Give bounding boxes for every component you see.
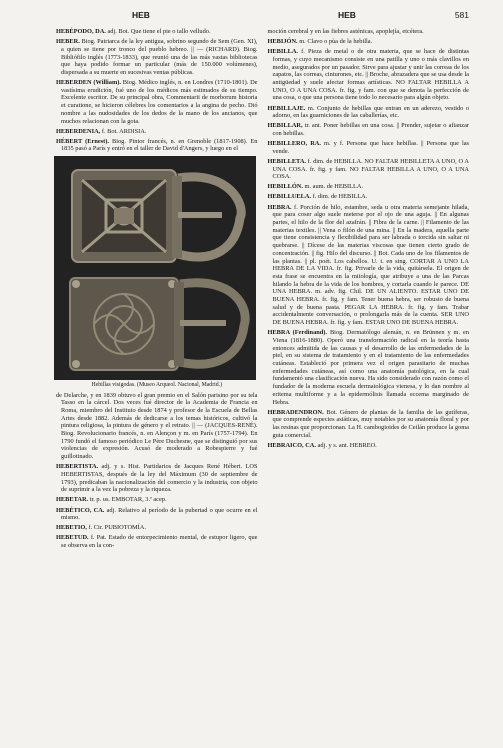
page-number: 581 xyxy=(454,10,469,20)
entry-headword: HEBRA (Ferdinand). xyxy=(267,329,328,337)
dictionary-entry xyxy=(56,524,258,532)
dictionary-entry xyxy=(56,463,258,494)
dictionary-entry xyxy=(56,507,258,522)
entry-headword: HEBIJÓN. xyxy=(267,38,298,46)
dictionary-entry xyxy=(268,48,470,102)
entry-definition: adj. Bot. Que tiene el pie o tallo velludo. xyxy=(107,28,211,35)
page-header xyxy=(56,10,469,24)
entry-definition: f. Bot. ARDISIA. xyxy=(101,127,147,135)
entry-definition: adj. y s. Hist. Partidarios de Jacques René Hébert. LOS HEBERTISTAS, después de la ley del Máximum (30 de septiembre de 1793), predicaban la nacionalización del comercio y la industria, con objeto de suprimir a la vez la pobreza y la riqueza. xyxy=(61,463,258,494)
dictionary-entry xyxy=(268,329,470,406)
entry-headword: HEBRA. xyxy=(267,203,292,211)
entry-definition: tr. p. us. EMBOTAR, 3.ª acep. xyxy=(89,496,167,504)
entry-definition: f. dim. de HEBILLA. NO FALTAR HEBILLETA A UNO, O A UNA COSA. fr. fig. y fam. NO FALTAR HEBILLA A UNO, O A UNA COSA. xyxy=(272,157,469,181)
dictionary-entry xyxy=(56,534,258,549)
right-entries xyxy=(268,28,470,450)
dictionary-entry xyxy=(268,28,470,36)
entry-headword: HEBRADENDRON. xyxy=(267,408,324,416)
dictionary-entry xyxy=(268,38,470,46)
dictionary-entry xyxy=(56,128,258,136)
entry-headword: HEBERTISTA. xyxy=(56,463,99,471)
entry-definition: Biog. Médico inglés, n. en Londres (1710-1801). De vastísima erudición, fué uno de los médicos más estimados de su tiempo. Excelente escritor. De su principal obra, Commentarii de morborum historia et curatione, se hicieron célebres los comentarios a la angina de pecho. Dió nombre a las nudosidades de los dedos de la mano de los ancianos, que muchos relacionan con la gota. xyxy=(61,79,258,125)
dictionary-entry xyxy=(268,409,470,440)
entry-definition: Biog. Patriarca de la ley antigua, sobrino segundo de Sem (Gen. XI), a quien se tiene por tronco del pueblo hebreo. || — (RICHARD). Biog. Bibliófilo inglés (1773-1833), que reunió una de las más vastas bibliotecas que haya podido formar un particular (más de 150.000 volúmenes), dispersada a su muerte en sucesivas ventas públicas. xyxy=(61,38,258,76)
left-column xyxy=(56,28,258,552)
entry-headword: HEBILLETA. xyxy=(267,157,306,165)
entry-headword: HEBERDENIA, xyxy=(56,127,101,135)
right-column xyxy=(268,28,470,552)
figure-caption: Hebillas visigodas. (Museo Arqueol. Nacional, Madrid.) xyxy=(91,381,223,388)
dictionary-entry xyxy=(268,122,470,137)
entry-definition: m. y f. Persona que hace hebillas. || Persona que las vende. xyxy=(272,140,469,155)
buckles-photo xyxy=(54,156,256,380)
dictionary-entry xyxy=(56,79,258,125)
left-entries-continued xyxy=(56,392,258,550)
entry-headword: HEBÉPODO, DA. xyxy=(56,28,106,35)
entry-definition: Biog. Pintor francés, n. en Grenoble (1817-1908). En 1835 pasó a París y entró en el taller de David d'Angers, y luego en el xyxy=(61,137,258,153)
entry-headword: HEBETAR. xyxy=(56,496,89,504)
dictionary-entry xyxy=(56,392,258,461)
entry-headword: HÉBERT (Ernest). xyxy=(56,137,109,145)
dictionary-entry xyxy=(56,28,258,36)
entry-headword: HEBÉTICO, CA. xyxy=(56,506,105,514)
entry-headword: HEBER. xyxy=(56,38,80,46)
entry-headword: HEBILLUELA. xyxy=(267,193,312,201)
dictionary-entry xyxy=(268,158,470,181)
header-left-guide: HEB xyxy=(132,10,150,20)
entry-headword: HEBILLA. xyxy=(267,48,298,56)
entry-definition: tr. ant. Poner hebillas en una cosa. || Prender, sujetar o afianzar con hebillas. xyxy=(272,122,470,137)
buckle-illustration xyxy=(54,156,256,380)
two-column-body xyxy=(56,28,469,552)
dictionary-entry xyxy=(268,442,470,450)
dictionary-entry xyxy=(268,193,470,201)
entry-headword: HEBETIO, xyxy=(56,524,87,532)
entry-headword: HEBILLÓN. xyxy=(267,183,303,191)
entry-definition: Biog. Dermatólogo alemán, n. en Brünnen y m. en Viena (1816-1880). Operó una transformación radical en la teoría hasta entonces admitida de las causas y el desarrollo de las enfermedades de la piel, en su sistema de tratamiento y en el tratamiento de las enfermedades cutáneas. Estableció por primera vez el origen parasitario de muchas enfermedades cutáneas, así como una anatomía patológica, en la cual fundamentó una clasificación nueva. Ha sido considerado con razón como el fundador de la moderna escuela dermatológica vienesa, y lo dan nombre al eritema multiforme y a la epidermólisis llamada eccema marginado de Hebra. xyxy=(272,329,469,406)
dictionary-entry xyxy=(56,496,258,504)
entry-definition: f. Cir. PUBIOTOMÍA. xyxy=(88,524,146,532)
left-entries xyxy=(56,28,258,153)
entry-headword: HEBILLERO, RA. xyxy=(267,140,321,148)
entry-headword: HEBERDEN (William). xyxy=(56,79,121,86)
entry-definition: f. Pieza de metal o de otra materia, que se hace de distintas formas, y cuyo mecanismo consiste en una patilla y uno o más clavillos en medio, asegurados por un pasador. Sirve para ajustar y unir las correas de los zapatos, las correas, cinturones, etc. || Broche, abrazadera que se usa desde la antigüedad y suele afectar formas artísticas. NO FALTAR HEBILLA A UNO, O A UNA COSA. fr. fig. y fam. con que se denota la perfección de una cosa, o que una persona tiene todo lo necesario para algún objeto. xyxy=(272,48,470,102)
entry-definition: Bot. Género de plantas de la familia de las gutíferas, que comprende especies asiáticas, muy notables por su anatomía floral y por las resinas que proporcionan. La H. cambogioides de Ceilán produce la goma guta comercial. xyxy=(272,408,469,439)
dictionary-entry xyxy=(268,183,470,191)
entry-definition: m. Conjunto de hebillas que entran en un aderezo, vestido o adorno, en las guarniciones de las caballerías, etc. xyxy=(272,104,469,120)
entry-headword: HEBETUD. xyxy=(56,534,89,542)
entry-definition: f. dim. de HEBILLA. xyxy=(312,193,368,201)
dictionary-entry xyxy=(268,204,470,327)
entry-definition: f. Porción de hilo, estambre, seda u otra materia semejante hilada, que para coser algo suele meterse por el ojo de una aguja. || En algunas partes, el hilo de la flor del azafrán. || Fibra de la carne. || Filamento de las materias textiles. || Vena o filón de una mina. || En la madera, aquella parte que tiene consistencia y flexibilidad para ser labrada o torcida sin saltar ni quebrarse. || Dícese de las materias viscosas que tienen cierto grado de concentración. || fig. Hilo del discurso. || Bot. Cada uno de los filamentos de las plantas. || pl. poét. Los cabellos. U. t. en sing. CORTAR A UNO LA HEBRA DE LA VIDA. fr. fig. Privarle de la vida, quitársela. El origen de esta frase se encuentra en la mitología, que atribuye a una de las Parcas hilando la hebra de la vida de los hombres, y cortarla cuando le parece. DE UNA HEBRA. m. adv. fig. Chil. DE UN ALIENTO. ESTAR UNO DE BUENA HEBRA. fr. fig. y fam. Tener buena hebra, ser robusto de buena salud y de buena pasta. PEGAR LA HEBRA. fr. fig. y fam. Trabar accidentalmente conversación, o prolongarla más de la cuenta. SER UNO DE BUENA HEBRA. fr. fig. y fam. ESTAR UNO DE BUENA HEBRA. xyxy=(272,203,469,327)
entry-definition: adj. y s. ant. HEBREO. xyxy=(317,441,377,449)
entry-headword: HEBILLAJE. xyxy=(267,104,306,112)
entry-headword: HEBRAICO, CA. xyxy=(267,441,316,449)
entry-definition: m. aum. de HEBILLA. xyxy=(304,183,364,191)
entry-definition: adj. Relativo al período de la pubertad o que ocurre en el mismo. xyxy=(61,506,258,522)
entry-headword: HEBILLAR, xyxy=(267,122,303,130)
entry-definition: f. Pat. Estado de entorpecimiento mental, de estupor ligero, que se observa en la con- xyxy=(61,534,258,550)
entry-definition: m. Clavo o pùa de la hebilla. xyxy=(299,38,373,46)
entry-definition: moción cerebral y en las fiebres asténicas, apoplejía, etcétera. xyxy=(267,28,424,35)
dictionary-entry xyxy=(268,105,470,120)
dictionary-entry xyxy=(268,140,470,155)
entry-definition: de Delarche, y en 1839 obtuvo el gran premio en el Salón parisino por su tela Tasso en la cárcel. Dos veces fué director de la Academia de Francia en Roma, miembro del Instituto desde 1874 y profesor de la Escuela de Bellas Artes desde 1882. Además de dedicarse a los temas históricos, cultivó la pintura religiosa, la pintura de género y el retrato. || — (JACQUES-RENÉ). Biog. Revolucionario francés, n. en Alençon y m. en París (1757-1794). En 1790 fundó el famoso periódico Le Père Duchesne, que se distinguió por sus violencias de expresión. Acusó de moderado a Robespierre y fué guillotinado. xyxy=(56,391,258,461)
header-center-guide: HEB xyxy=(338,10,356,20)
dictionary-entry xyxy=(56,38,258,77)
dictionary-entry xyxy=(56,138,258,153)
